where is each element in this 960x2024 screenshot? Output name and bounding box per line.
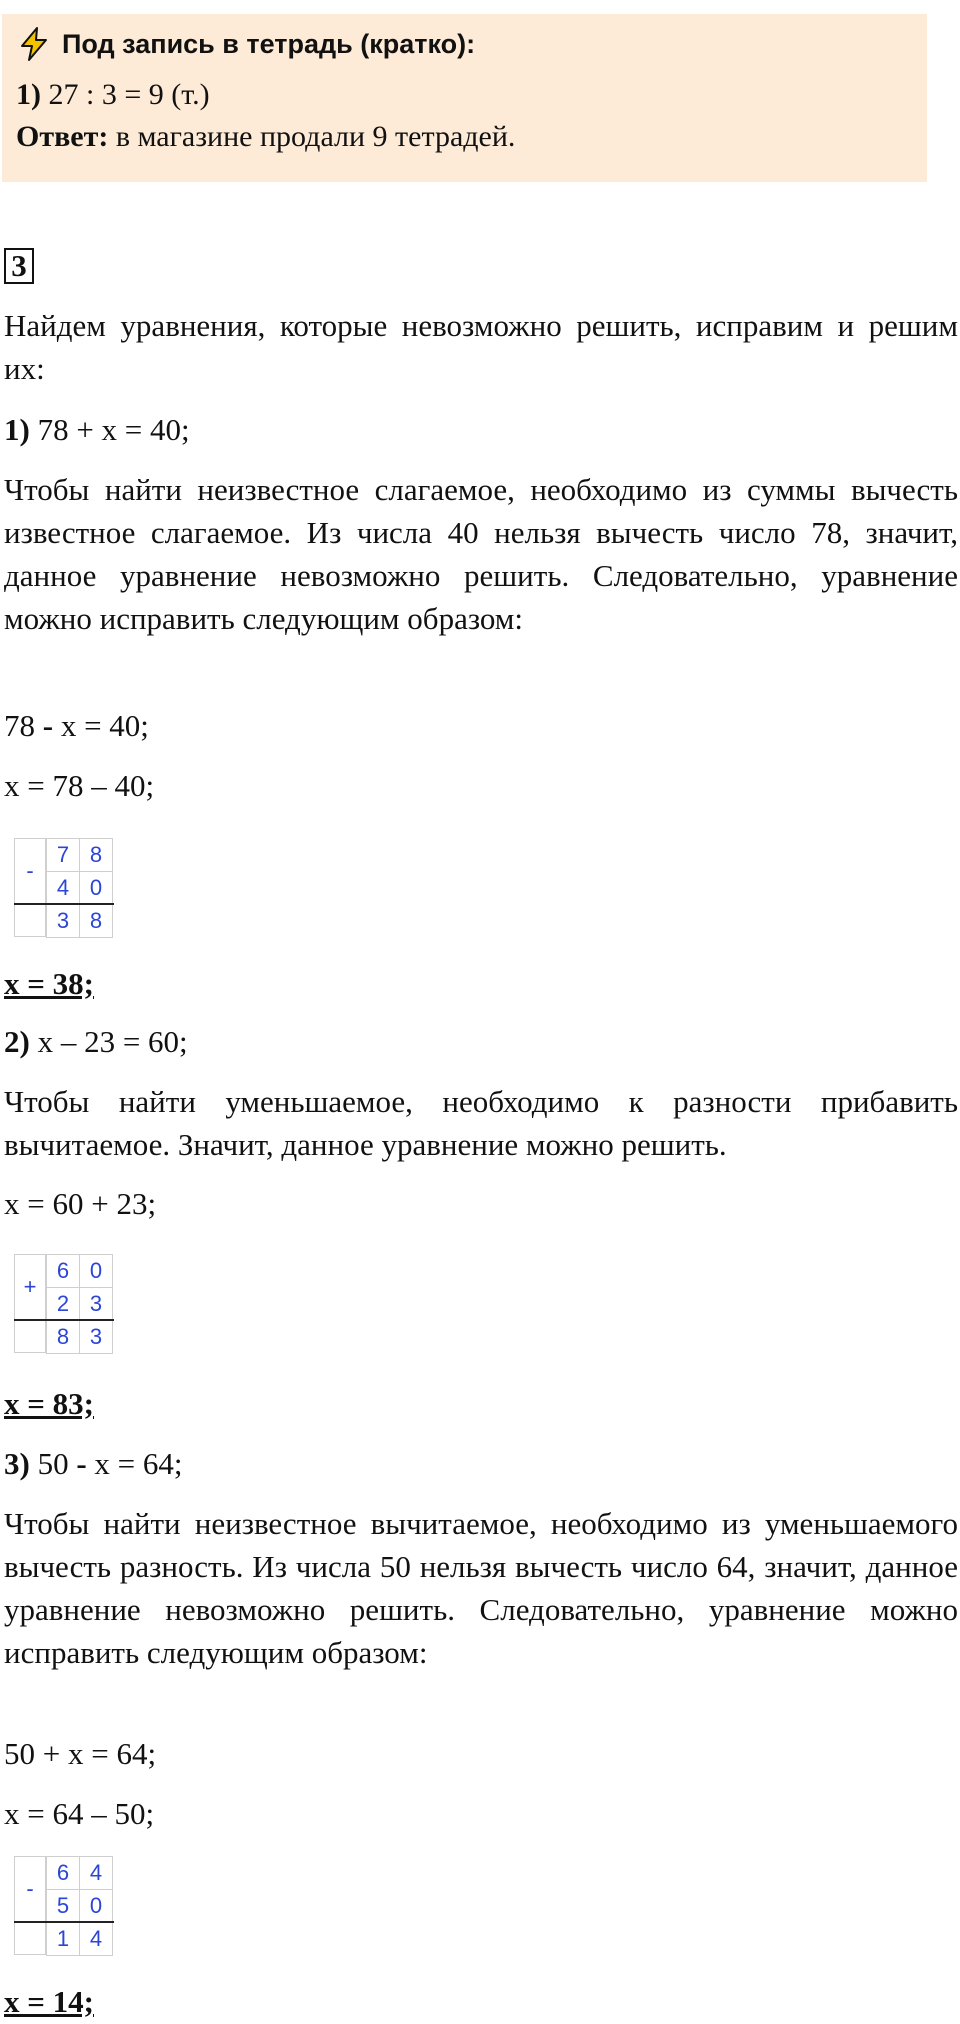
calc-rule [14, 1319, 114, 1321]
item3-equation [4, 1442, 960, 1485]
item1-number: 1) [4, 412, 30, 447]
calc-blank-cell [14, 904, 46, 937]
note-header [16, 24, 927, 64]
item3-answer: x = 14; [4, 1984, 94, 2019]
item2-eq: x – 23 = 60; [29, 1024, 188, 1059]
item2-number: 2) [4, 1024, 30, 1059]
calc-digit: 0 [80, 1255, 113, 1288]
item3-eq-b: x = 64; [86, 1446, 183, 1481]
item1-column-calc [14, 838, 119, 938]
calc-sign: + [14, 1254, 46, 1320]
item1-equation [4, 408, 960, 451]
item2-answer: x = 83; [4, 1386, 94, 1421]
item1-fixed-minus: - [42, 708, 54, 743]
lightning-icon [16, 26, 52, 62]
item3-number: 3) [4, 1446, 30, 1481]
calc-result-digit: 8 [80, 905, 113, 938]
calc-result-digit: 1 [47, 1923, 80, 1956]
note-box [2, 14, 927, 182]
note-answer-label: Ответ: [16, 120, 109, 153]
calc-sign: - [14, 1856, 46, 1922]
calc-digit: 4 [80, 1857, 113, 1890]
note-line-text: 27 : 3 = 9 (т.) [41, 78, 210, 111]
calc-grid [46, 838, 113, 938]
item3-explanation: Чтобы найти неизвестное вычитаемое, необходимо из уменьшаемого вычесть разность. Из числа 50 нельзя вычесть число 64, значит, данное уравнение невозможно решить. Следовательно, уравнение можно исправить следующим образом: [4, 1506, 958, 1670]
calc-result-digit: 3 [80, 1321, 113, 1354]
calc-digit: 0 [80, 1890, 113, 1923]
note-answer-text: в магазине продали 9 тетрадей. [108, 120, 516, 153]
note-line-number: 1) [16, 78, 41, 111]
item3-solve: x = 64 – 50; [4, 1796, 155, 1831]
item2-solve: x = 60 + 23; [4, 1186, 157, 1221]
note-title: Под запись в тетрадь (кратко): [62, 28, 476, 59]
item3-column-calc [14, 1856, 119, 1956]
item3-fixed-equation: 50 + x = 64; [4, 1736, 157, 1771]
item1-solve: x = 78 – 40; [4, 768, 155, 803]
calc-result-digit: 8 [47, 1321, 80, 1354]
calc-digit: 6 [47, 1857, 80, 1890]
item1-answer: x = 38; [4, 966, 94, 1001]
item3-eq-minus: - [76, 1446, 87, 1481]
calc-digit: 0 [80, 872, 113, 905]
calc-digit: 5 [47, 1890, 80, 1923]
calc-result-digit: 4 [80, 1923, 113, 1956]
item1-fixed-a: 78 [4, 708, 43, 743]
calc-digit: 3 [80, 1288, 113, 1321]
calc-grid [46, 1254, 113, 1354]
calc-digit: 2 [47, 1288, 80, 1321]
calc-blank-cell [14, 1320, 46, 1353]
calc-grid [46, 1856, 113, 1956]
calc-digit: 6 [47, 1255, 80, 1288]
item1-explanation: Чтобы найти неизвестное слагаемое, необходимо из суммы вычесть известное слагаемое. Из числа 40 нельзя вычесть число 78, значит, данное уравнение невозможно решить. Следовательно, уравнение можно исправить следующим образом: [4, 472, 958, 636]
note-answer-line [16, 116, 927, 158]
item2-column-calc [14, 1254, 119, 1354]
calc-sign: - [14, 838, 46, 904]
item1-fixed-b: x = 40; [53, 708, 149, 743]
intro-text: Найдем уравнения, которые невозможно решить, исправим и решим их: [4, 308, 958, 386]
calc-rule [14, 1921, 114, 1923]
calc-result-digit: 3 [47, 905, 80, 938]
calc-digit: 4 [47, 872, 80, 905]
item3-eq-a: 50 [29, 1446, 77, 1481]
item1-fixed-equation [4, 704, 960, 747]
item2-equation [4, 1020, 960, 1063]
task-number: 3 [4, 248, 34, 284]
calc-digit: 7 [47, 839, 80, 872]
item2-explanation: Чтобы найти уменьшаемое, необходимо к разности прибавить вычитаемое. Значит, данное уравнение можно решить. [4, 1084, 958, 1162]
note-solution-line [16, 74, 927, 116]
item1-eq: 78 + x = 40; [29, 412, 190, 447]
calc-digit: 8 [80, 839, 113, 872]
calc-rule [14, 903, 114, 905]
calc-blank-cell [14, 1922, 46, 1955]
